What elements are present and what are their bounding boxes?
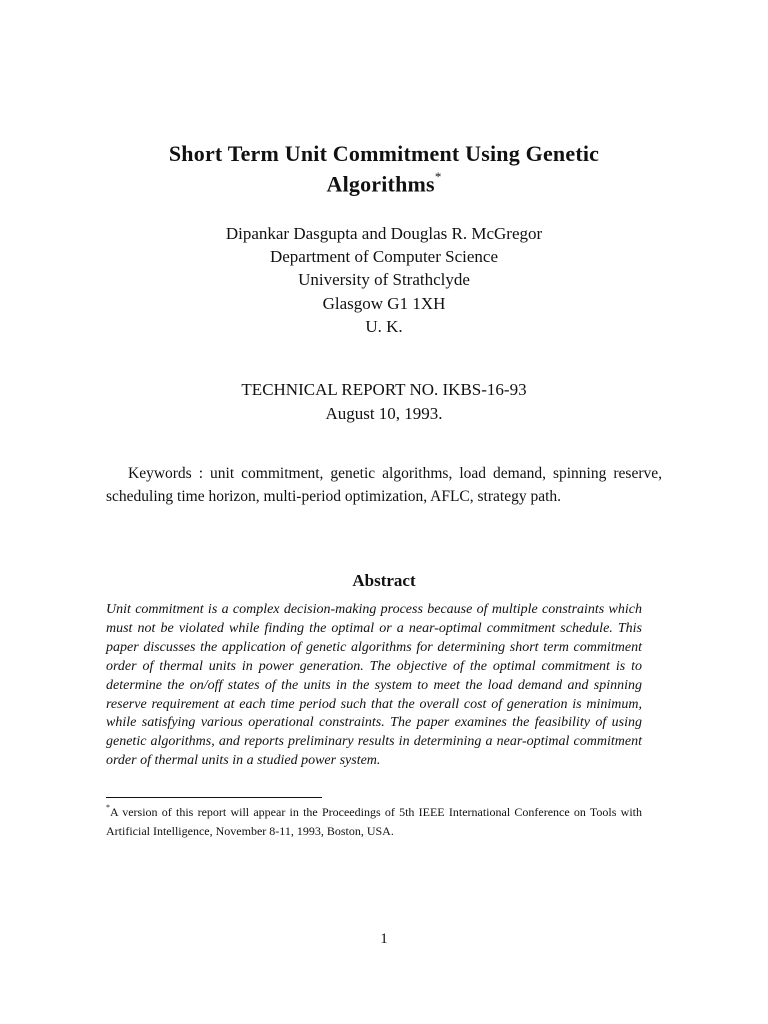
keywords-line-1: Keywords : unit commitment, genetic algorithms, load demand, spinning reserve, [128,465,662,482]
title-footnote-mark: * [434,169,442,184]
report-number: TECHNICAL REPORT NO. IKBS-16-93 [241,380,527,399]
paper-title-line-1: Short Term Unit Commitment Using Genetic [168,141,600,166]
keywords-line-2: scheduling time horizon, multi-period optimization, AFLC, strategy path. [106,488,562,505]
footnote-text: A version of this report will appear in the Proceedings of 5th IEEE International Conference on Tools with Artificial Intelligence, November 8-11, 1993, Boston, USA. [106,805,642,838]
university: University of Strathclyde [298,270,470,289]
paper-title-line-2-text: Algorithms [326,171,435,197]
footnote [106,800,642,840]
keywords [106,462,662,508]
footnote-rule [106,797,322,798]
city: Glasgow G1 1XH [322,294,446,313]
department: Department of Computer Science [269,247,498,266]
abstract-heading: Abstract [352,571,416,590]
footnote-mark: * [106,803,110,812]
abstract-body: Unit commitment is a complex decision-making process because of multiple constraints which must not be violated while finding the optimal or a near-optimal commitment schedule. This paper discusses the application of genetic algorithms for determining short term commitment order of thermal units in power generation. The objective of the optimal commitment is to determine the on/off states of the units in the system to meet the load demand and spinning reserve requirement at each time period such that the overall cost of generation is minimum, while satisfying various operational constraints. The paper examines the feasibility of using genetic algorithms, and reports preliminary results in determining a near-optimal commitment order of thermal units in a studied power system. [106,602,642,769]
authors: Dipankar Dasgupta and Douglas R. McGregor [225,224,543,243]
page-number: 1 [380,931,388,947]
country: U. K. [365,317,403,336]
paper-title-line-2 [0,171,768,197]
report-date: August 10, 1993. [325,404,443,423]
